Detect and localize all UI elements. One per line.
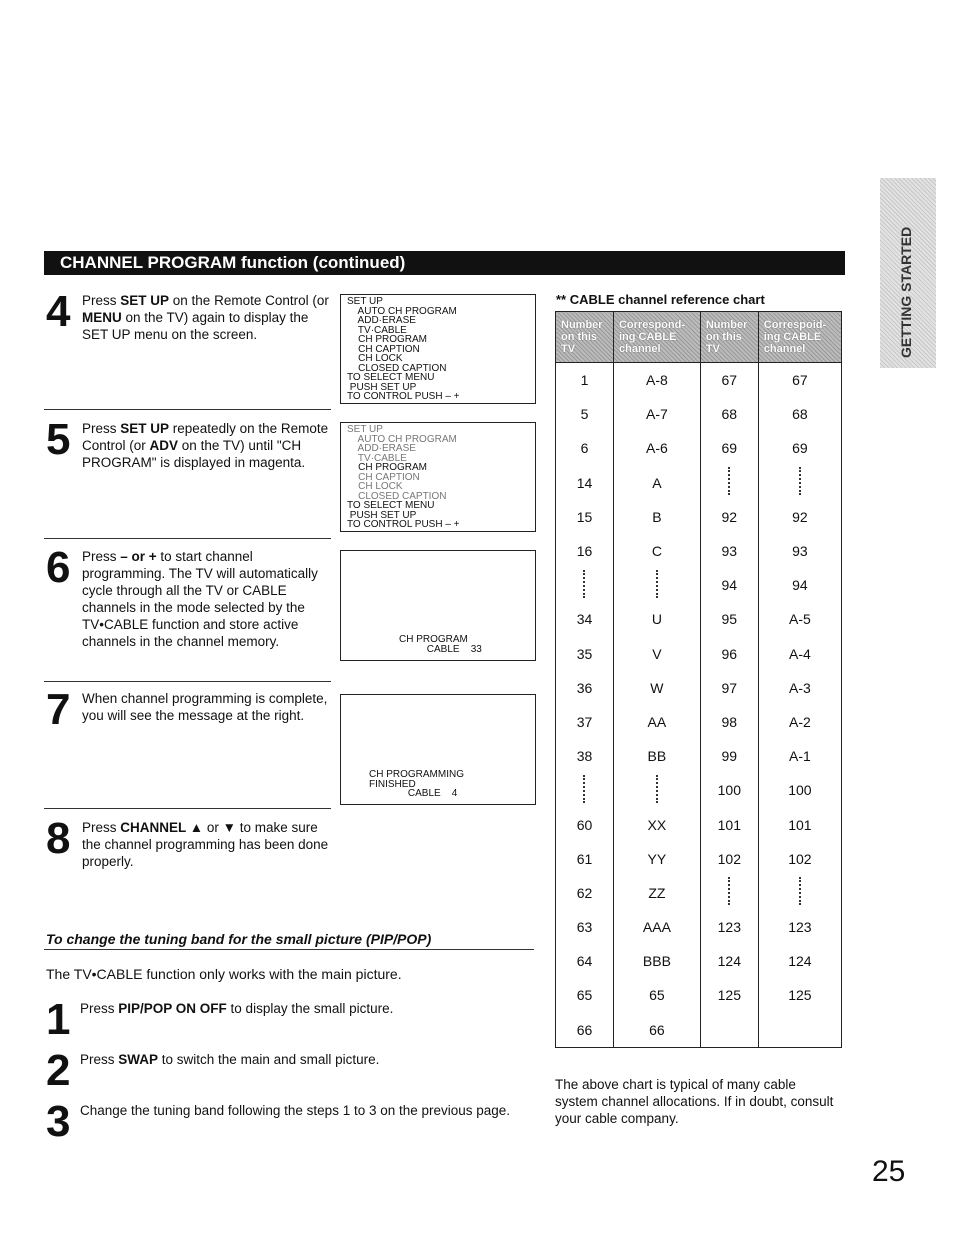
chart-cell	[556, 773, 614, 807]
continuation-dots	[728, 467, 730, 495]
step-number: 8	[46, 814, 71, 863]
pip-step-number: 3	[46, 1097, 71, 1146]
chart-cell: 65	[613, 978, 700, 1012]
screen-line: CLOSED CAPTION	[347, 362, 447, 374]
chart-cell	[758, 466, 841, 500]
chart-cell: 123	[700, 910, 758, 944]
continuation-dots	[583, 775, 585, 803]
chart-cell: 125	[758, 978, 841, 1012]
chart-title: ** CABLE channel reference chart	[556, 292, 765, 307]
pip-step-keyword: PIP/POP ON OFF	[118, 1001, 227, 1016]
section-title: CHANNEL PROGRAM function (continued)	[60, 253, 406, 272]
chart-cell: 35	[556, 637, 614, 671]
chart-row	[556, 363, 842, 398]
pip-step-part: to switch the main and small picture.	[158, 1052, 380, 1067]
pip-step-part: Press	[80, 1001, 119, 1016]
screen-line: TO SELECT MENU	[347, 372, 435, 383]
pip-step-number: 2	[46, 1046, 71, 1095]
chart-row	[556, 671, 842, 705]
screen-line: CH PROGRAMMING	[369, 769, 464, 780]
page-number: 25	[872, 1155, 906, 1188]
chart-cell: 66	[556, 1013, 614, 1048]
chart-cell: AAA	[613, 910, 700, 944]
chart-cell: 101	[700, 807, 758, 841]
screen-line: FINISHED	[369, 778, 416, 790]
screen-line: TV·CABLE	[347, 324, 407, 336]
chart-cell	[700, 1013, 758, 1048]
pip-intro: The TV•CABLE function only works with the main picture.	[46, 966, 402, 982]
screen-line: CH PROGRAM	[399, 634, 468, 645]
chart-cell: 38	[556, 739, 614, 773]
chart-cell: BBB	[613, 944, 700, 978]
chart-header: Number on this TV	[700, 312, 758, 363]
chart-cell: V	[613, 637, 700, 671]
step-text-part: repeatedly on the Remote Control (or	[82, 421, 329, 453]
pip-step-part: Change the tuning band following the steps 1 to 3 on the previous page.	[80, 1103, 511, 1118]
chart-cell: 5	[556, 397, 614, 431]
screen-line: CABLE 4	[369, 788, 458, 799]
chart-row	[556, 705, 842, 739]
chart-cell: 98	[700, 705, 758, 739]
screen-line: CH CAPTION	[347, 343, 420, 355]
chart-row	[556, 910, 842, 944]
screen-line: PUSH SET UP	[347, 381, 417, 393]
chart-row	[556, 807, 842, 841]
step-text-part: or	[203, 820, 223, 835]
chart-cell	[613, 568, 700, 602]
chart-cell	[758, 876, 841, 910]
chart-row	[556, 978, 842, 1012]
chart-cell: 102	[758, 842, 841, 876]
chart-cell: 96	[700, 637, 758, 671]
step-text	[82, 548, 332, 650]
screen-programming-finished	[340, 694, 536, 805]
chart-row	[556, 739, 842, 773]
continuation-dots	[583, 570, 585, 598]
chart-cell: 69	[700, 431, 758, 465]
chart-cell: BB	[613, 739, 700, 773]
screen-line: SET UP	[347, 424, 383, 435]
chart-note: The above chart is typical of many cable system channel allocations. If in doubt, consult your cable company.	[555, 1077, 834, 1126]
screen-line: CH LOCK	[347, 353, 403, 364]
chart-cell: 92	[758, 500, 841, 534]
chart-cell: 64	[556, 944, 614, 978]
step-text-part: When channel programming is complete, you will see the message at the right.	[82, 691, 328, 723]
chart-cell: 66	[613, 1013, 700, 1048]
chart-cell: W	[613, 671, 700, 705]
chart-cell: 125	[700, 978, 758, 1012]
screen-line: TV·CABLE	[347, 452, 407, 464]
screen-line: ADD·ERASE	[347, 315, 416, 326]
chart-cell: 37	[556, 705, 614, 739]
chart-cell	[613, 773, 700, 807]
pip-step-part: to display the small picture.	[226, 1001, 394, 1016]
screen-line: SET UP	[347, 296, 383, 307]
chart-cell: 6	[556, 431, 614, 465]
chart-cell: XX	[613, 807, 700, 841]
section-banner	[44, 251, 845, 275]
pip-step-part: Press	[80, 1052, 119, 1067]
chart-cell: 94	[758, 568, 841, 602]
step-number: 4	[46, 287, 71, 336]
screen-line: AUTO CH PROGRAM	[347, 433, 457, 445]
chart-row	[556, 397, 842, 431]
pip-step-keyword: SWAP	[118, 1052, 159, 1067]
screen-line: ADD·ERASE	[347, 443, 416, 454]
step-keyword: SET UP	[120, 293, 170, 308]
chart-cell: 124	[700, 944, 758, 978]
chart-cell: 15	[556, 500, 614, 534]
screen-line: AUTO CH PROGRAM	[347, 305, 457, 317]
chart-cell: 65	[556, 978, 614, 1012]
screen-ch-program	[340, 550, 536, 661]
continuation-dots	[656, 570, 658, 598]
chart-cell: 68	[700, 397, 758, 431]
chart-row	[556, 1013, 842, 1048]
continuation-dots	[656, 775, 658, 803]
chart-cell: 61	[556, 842, 614, 876]
pip-step-text	[80, 1102, 525, 1119]
step-text-part: Press	[82, 421, 121, 436]
chart-row	[556, 431, 842, 465]
step-text-part: Press	[82, 820, 121, 835]
screen-line: CH CAPTION	[347, 471, 420, 483]
chart-row	[556, 842, 842, 876]
chart-cell: 93	[758, 534, 841, 568]
screen-line: CH PROGRAM	[347, 334, 428, 345]
screen-line: TO CONTROL PUSH – +	[347, 391, 460, 402]
screen-line: CLOSED CAPTION	[347, 490, 447, 502]
screen-line: TO CONTROL PUSH – +	[347, 519, 460, 530]
step-text-part: on the TV) until "CH PROGRAM" is displayed in magenta.	[82, 438, 306, 470]
chart-header: Correspond-ing CABLE channel	[613, 312, 700, 363]
step-text	[82, 292, 332, 343]
pip-heading: To change the tuning band for the small picture (PIP/POP)	[46, 931, 432, 947]
pip-step-text	[80, 1000, 525, 1017]
side-tab-label: GETTING STARTED	[898, 226, 914, 358]
step-text	[82, 819, 332, 870]
chart-cell	[758, 1013, 841, 1048]
chart-cell: 100	[700, 773, 758, 807]
chart-cell: 60	[556, 807, 614, 841]
chart-row	[556, 500, 842, 534]
step-text-part: on the Remote Control (or	[169, 293, 329, 308]
step-text-part: to start channel programming. The TV will automatically cycle through all the TV or CABLE channels in the mode selected by the TV•CABLE function and store active channels in the channel memory.	[82, 549, 318, 649]
chart-cell: AA	[613, 705, 700, 739]
step-number: 7	[46, 685, 71, 734]
chart-header: Number on this TV	[556, 312, 614, 363]
screen-setup-ch-program	[340, 422, 536, 532]
step-text-part: Press	[82, 293, 121, 308]
chart-cell: 93	[700, 534, 758, 568]
chart-row	[556, 637, 842, 671]
chart-row	[556, 466, 842, 500]
screen-line: CH LOCK	[347, 481, 403, 492]
screen-line: PUSH SET UP	[347, 509, 417, 521]
chart-cell: 14	[556, 466, 614, 500]
continuation-dots	[799, 467, 801, 495]
chart-cell: 16	[556, 534, 614, 568]
chart-cell: B	[613, 500, 700, 534]
step-keyword: ▼	[222, 820, 237, 835]
step-keyword: CHANNEL ▲	[120, 820, 204, 835]
chart-cell: 123	[758, 910, 841, 944]
chart-cell: A-6	[613, 431, 700, 465]
chart-cell	[700, 876, 758, 910]
step-number: 6	[46, 543, 71, 592]
step-text-part: to make sure the channel programming has been done properly.	[82, 820, 329, 869]
step-number: 5	[46, 415, 71, 464]
chart-cell: 92	[700, 500, 758, 534]
chart-cell: A-5	[758, 602, 841, 636]
continuation-dots	[799, 877, 801, 905]
step-text-part: Press	[82, 549, 121, 564]
step-keyword: – or +	[120, 549, 157, 564]
chart-cell: 1	[556, 363, 614, 398]
chart-cell: YY	[613, 842, 700, 876]
chart-cell: A-1	[758, 739, 841, 773]
chart-cell: ZZ	[613, 876, 700, 910]
chart-cell: A-8	[613, 363, 700, 398]
chart-cell: A-4	[758, 637, 841, 671]
side-tab	[880, 178, 936, 368]
chart-cell: 67	[758, 363, 841, 398]
chart-cell: 102	[700, 842, 758, 876]
chart-cell: 99	[700, 739, 758, 773]
screen-line: CABLE 33	[399, 643, 482, 655]
screen-line: CH PROGRAM	[347, 462, 428, 473]
chart-cell: 34	[556, 602, 614, 636]
screen-setup-menu	[340, 294, 536, 404]
chart-cell: 67	[700, 363, 758, 398]
cable-channel-chart	[555, 311, 842, 1048]
chart-cell: 95	[700, 602, 758, 636]
chart-header: Correspoid-ing CABLE channel	[758, 312, 841, 363]
pip-step-number: 1	[46, 995, 71, 1044]
step-keyword: MENU	[82, 310, 122, 325]
step-text	[82, 690, 332, 724]
chart-cell: C	[613, 534, 700, 568]
chart-cell: 36	[556, 671, 614, 705]
chart-cell: 100	[758, 773, 841, 807]
chart-row	[556, 876, 842, 910]
pip-step-text	[80, 1051, 525, 1068]
chart-cell	[556, 568, 614, 602]
chart-cell: A-3	[758, 671, 841, 705]
chart-cell: 63	[556, 910, 614, 944]
chart-cell: U	[613, 602, 700, 636]
chart-cell: 94	[700, 568, 758, 602]
step-keyword: ADV	[149, 438, 179, 453]
chart-cell	[700, 466, 758, 500]
chart-cell: 97	[700, 671, 758, 705]
step-keyword: SET UP	[120, 421, 170, 436]
chart-cell: A-7	[613, 397, 700, 431]
chart-cell: A-2	[758, 705, 841, 739]
chart-cell: 62	[556, 876, 614, 910]
chart-row	[556, 944, 842, 978]
chart-cell: 68	[758, 397, 841, 431]
chart-row	[556, 602, 842, 636]
chart-cell: 69	[758, 431, 841, 465]
chart-row	[556, 773, 842, 807]
step-text	[82, 420, 332, 471]
screen-line: TO SELECT MENU	[347, 500, 435, 511]
chart-row	[556, 534, 842, 568]
chart-row	[556, 568, 842, 602]
step-text-part: on the TV) again to display the SET UP menu on the screen.	[82, 310, 309, 342]
chart-cell: 101	[758, 807, 841, 841]
continuation-dots	[728, 877, 730, 905]
chart-cell: A	[613, 466, 700, 500]
chart-cell: 124	[758, 944, 841, 978]
